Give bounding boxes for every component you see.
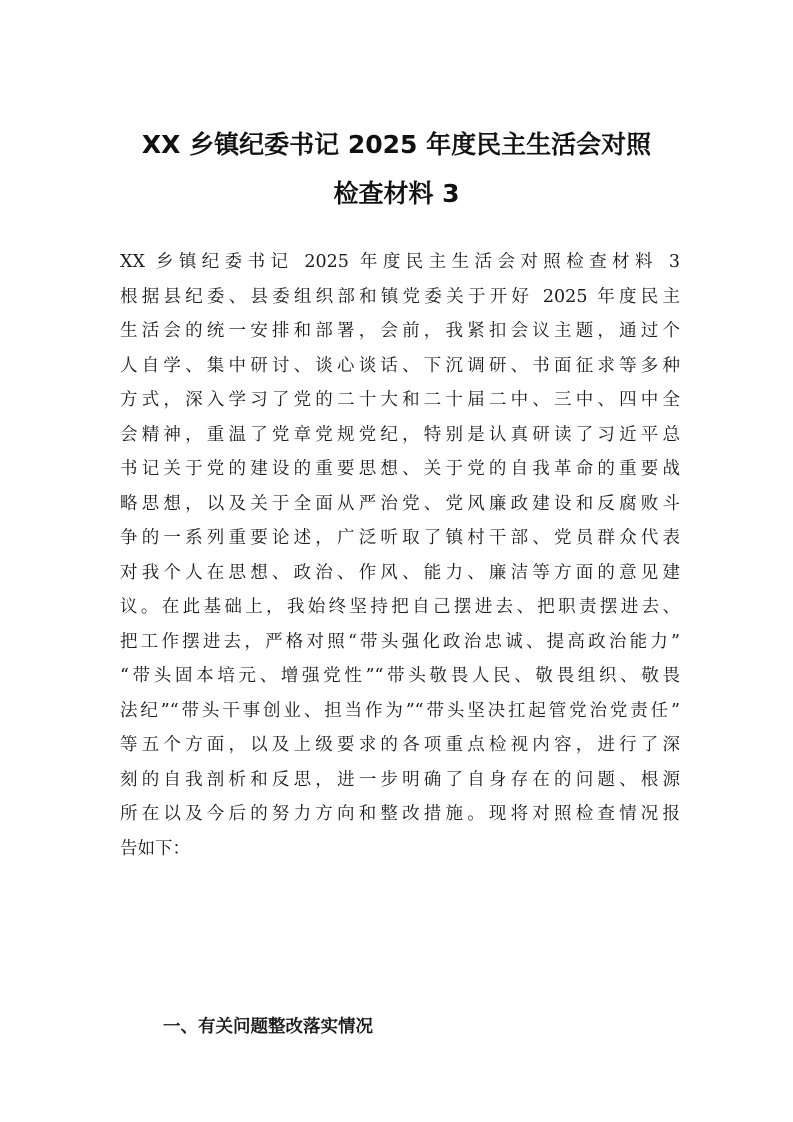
body-line: 会精神，重温了党章党规党纪，特别是认真研读了习近平总 (120, 424, 680, 445)
body-line: 略思想，以及关于全面从严治党、党风廉政建设和反腐败斗 (120, 493, 680, 514)
body-line: 所在以及今后的努力方向和整改措施。现将对照检查情况报 (120, 804, 680, 824)
body-line: 人自学、集中研讨、谈心谈话、下沉调研、书面征求等多种 (120, 355, 680, 376)
document-title-line-2: 检查材料 3 (333, 179, 460, 208)
body-line: 刻的自我剖析和反思，进一步明确了自身存在的问题、根源 (120, 769, 680, 790)
body-line: 生活会的统一安排和部署，会前，我紧扣会议主题，通过个 (120, 321, 680, 341)
body-line: 方式，深入学习了党的二十大和二十届二中、三中、四中全 (120, 390, 680, 410)
body-line: XX 乡镇纪委书记 2025 年度民主生活会对照检查材料 3 (120, 252, 680, 272)
body-line: 法纪”“带头干事创业、担当作为”“带头坚决扛起管党治党责任” (120, 700, 680, 721)
body-line: 争的一系列重要论述，广泛听取了镇村干部、党员群众代表 (120, 528, 680, 548)
document-title-line-1: XX 乡镇纪委书记 2025 年度民主生活会对照 (141, 130, 652, 159)
document-body (120, 245, 680, 866)
section-heading: 一、有关问题整改落实情况 (163, 1016, 373, 1037)
body-line: 告如下： (120, 838, 190, 859)
body-line: “带头固本培元、增强党性”“带头敬畏人民、敬畏组织、敬畏 (120, 666, 680, 686)
body-line: 对我个人在思想、政治、作风、能力、廉洁等方面的意见建 (120, 562, 680, 583)
body-line: 把工作摆进去，严格对照“带头强化政治忠诚、提高政治能力” (120, 631, 680, 652)
body-line: 书记关于党的建设的重要思想、关于党的自我革命的重要战 (120, 459, 680, 479)
body-line: 等五个方面，以及上级要求的各项重点检视内容，进行了深 (120, 735, 680, 755)
body-line: 议。在此基础上，我始终坚持把自己摆进去、把职责摆进去、 (120, 597, 680, 617)
body-line: 根据县纪委、县委组织部和镇党委关于开好 2025 年度民主 (120, 286, 680, 307)
